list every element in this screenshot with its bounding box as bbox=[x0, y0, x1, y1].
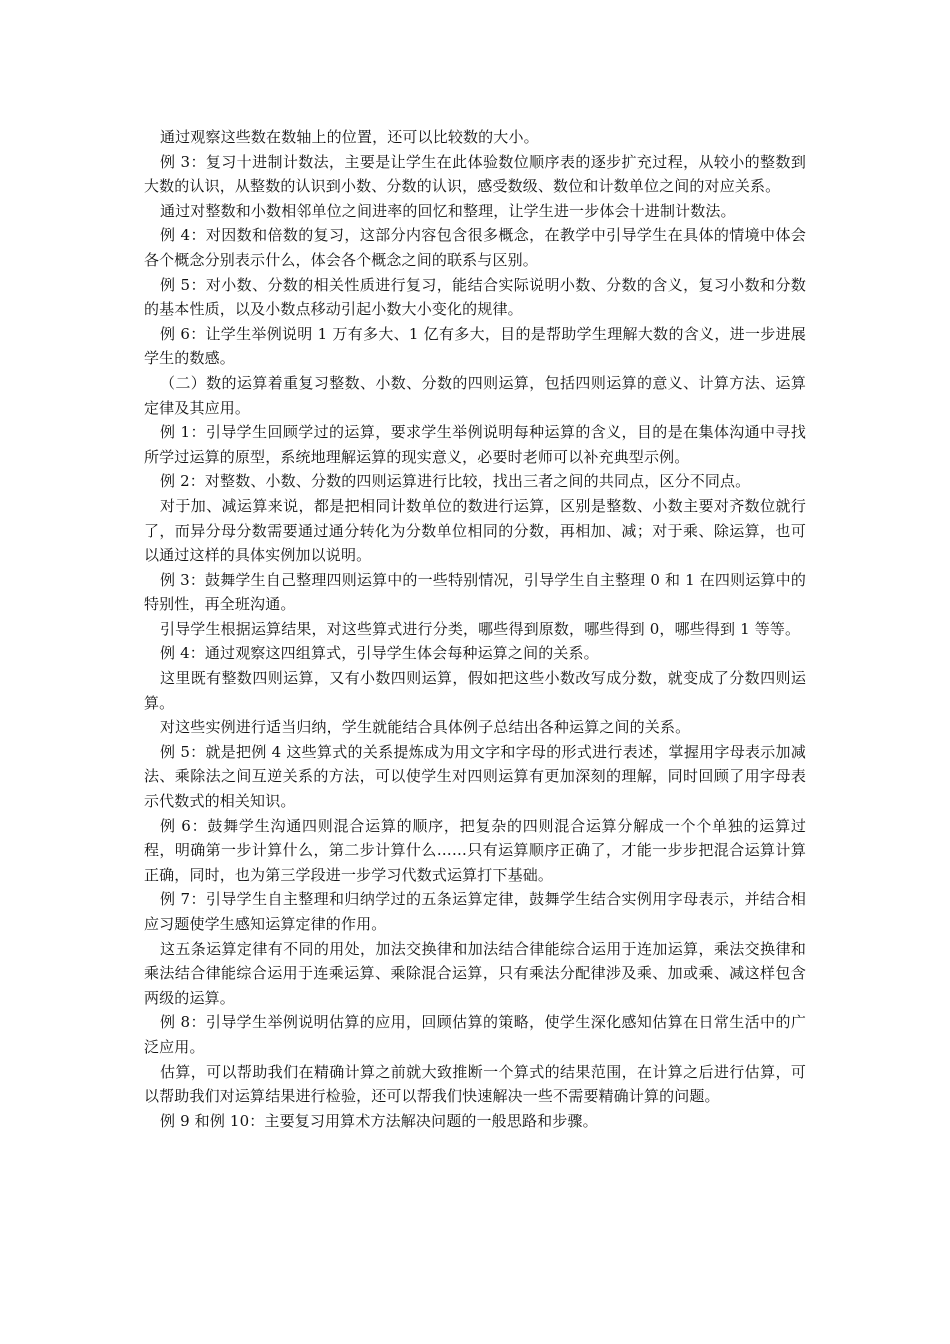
paragraph: 例 4：通过观察这四组算式，引导学生体会每种运算之间的关系。 bbox=[160, 644, 599, 663]
paragraph: 例 4：对因数和倍数的复习，这部分内容包含很多概念，在教学中引导学生在具体的情境中体会各个概念分别表示什么，体会各个概念之间的联系与区别。 bbox=[144, 226, 807, 269]
paragraph: 这里既有整数四则运算，又有小数四则运算，假如把这些小数改写成分数，就变成了分数四则运算。 bbox=[144, 669, 806, 712]
paragraph: 引导学生根据运算结果，对这些算式进行分类，哪些得到原数，哪些得到 0，哪些得到 1 等等。 bbox=[160, 619, 801, 638]
paragraph: 例 7：引导学生自主整理和归纳学过的五条运算定律，鼓舞学生结合实例用字母表示，并结合相应习题使学生感知运算定律的作用。 bbox=[144, 890, 807, 933]
paragraph: （二）数的运算着重复习整数、小数、分数的四则运算，包括四则运算的意义、计算方法、运算定律及其应用。 bbox=[144, 373, 806, 417]
paragraph: 例 3：鼓舞学生自己整理四则运算中的一些特别情况，引导学生自主整理 0 和 1 在四则运算中的特别性，再全班沟通。 bbox=[144, 570, 806, 614]
paragraph: 通过对整数和小数相邻单位之间进率的回忆和整理，让学生进一步体会十进制计数法。 bbox=[160, 201, 736, 220]
paragraph: 例 5：对小数、分数的相关性质进行复习，能结合实际说明小数、分数的含义，复习小数和分数的基本性质，以及小数点移动引起小数大小变化的规律。 bbox=[144, 275, 807, 319]
paragraph: 例 5：就是把例 4 这些算式的关系提炼成为用文字和字母的形式进行表述，掌握用字母表示加减法、乘除法之间互逆关系的方法，可以使学生对四则运算有更加深刻的理解，同时回顾了用字母表示代数式的相关知识。 bbox=[144, 742, 806, 811]
paragraph: 例 9 和例 10：主要复习用算术方法解决问题的一般思路和步骤。 bbox=[160, 1111, 598, 1130]
paragraph: 通过观察这些数在数轴上的位置，还可以比较数的大小。 bbox=[160, 128, 539, 146]
paragraph: 例 2：对整数、小数、分数的四则运算进行比较，找出三者之间的共同点，区分不同点。 bbox=[160, 472, 751, 491]
paragraph: 这五条运算定律有不同的用处，加法交换律和加法结合律能综合运用于连加运算，乘法交换律和乘法结合律能综合运用于连乘运算、乘除混合运算，只有乘法分配律涉及乘、加或乘、减这样包含两级的运算。 bbox=[144, 939, 806, 1007]
document-body bbox=[144, 125, 806, 1133]
paragraph: 例 6：鼓舞学生沟通四则混合运算的顺序，把复杂的四则混合运算分解成一个个单独的运算过程，明确第一步计算什么，第二步计算什么……只有运算顺序正确了，才能一步步把混合运算计算正确，同时，也为第三学段进一步学习代数式运算打下基础。 bbox=[144, 816, 806, 884]
paragraph: 估算，可以帮助我们在精确计算之前就大致推断一个算式的结果范围，在计算之后进行估算，可以帮助我们对运算结果进行检验，还可以帮我们快速解决一些不需要精确计算的问题。 bbox=[144, 1062, 806, 1106]
paragraph: 例 1：引导学生回顾学过的运算，要求学生举例说明每种运算的含义，目的是在集体沟通中寻找所学过运算的原型，系统地理解运算的现实意义，必要时老师可以补充典型示例。 bbox=[144, 423, 807, 466]
paragraph: 对于加、减运算来说，都是把相同计数单位的数进行运算，区别是整数、小数主要对齐数位就行了，而异分母分数需要通过通分转化为分数单位相同的分数，再相加、减；对于乘、除运算，也可以通过这样的具体实例加以说明。 bbox=[144, 496, 806, 565]
paragraph: 例 3：复习十进制计数法，主要是让学生在此体验数位顺序表的逐步扩充过程，从较小的整数到大数的认识，从整数的认识到小数、分数的认识，感受数级、数位和计数单位之间的对应关系。 bbox=[144, 152, 807, 196]
paragraph: 例 8：引导学生举例说明估算的应用，回顾估算的策略，使学生深化感知估算在日常生活中的广泛应用。 bbox=[144, 1013, 807, 1056]
paragraph: 对这些实例进行适当归纳，学生就能结合具体例子总结出各种运算之间的关系。 bbox=[160, 718, 691, 737]
paragraph: 例 6：让学生举例说明 1 万有多大、1 亿有多大，目的是帮助学生理解大数的含义，进一步进展学生的数感。 bbox=[144, 324, 806, 368]
